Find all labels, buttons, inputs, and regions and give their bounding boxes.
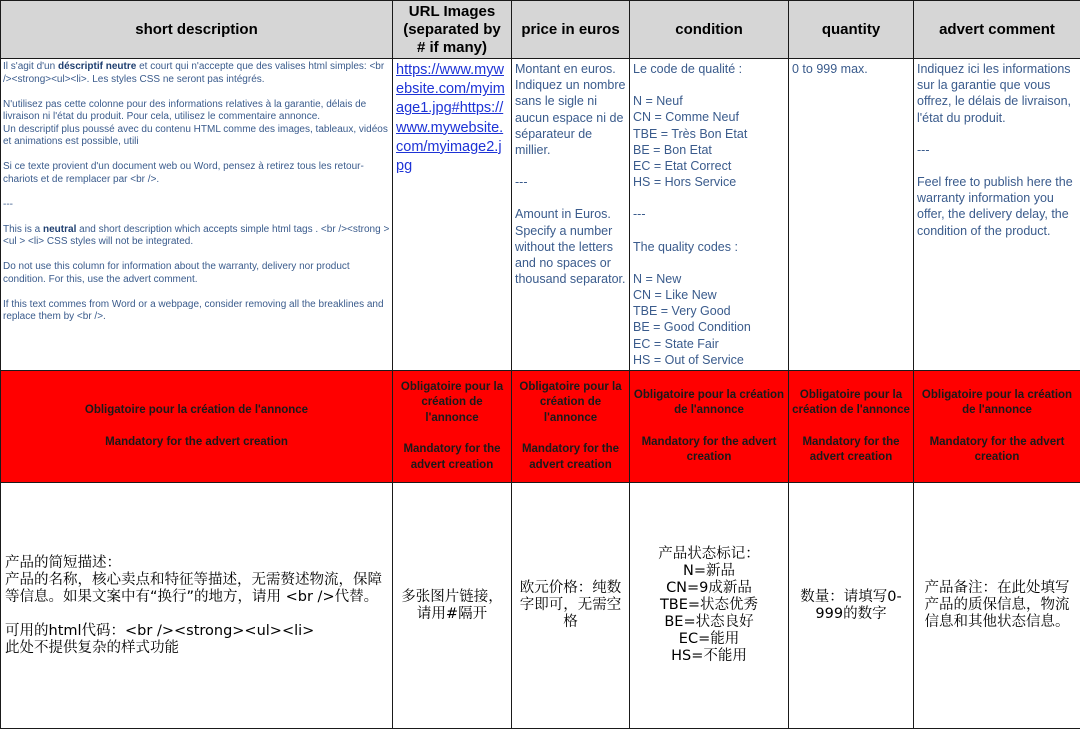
condition-code: BE = Bon Etat [633,142,785,158]
cell-url-images[interactable] [393,59,512,371]
condition-code: HS = Out of Service [633,352,785,368]
header-row [1,1,1080,59]
description-row [1,59,1080,371]
price-en: Amount in Euros. Specify a number without the letters and no spaces or thousand separator. [515,206,626,287]
condition-code: N = Neuf [633,93,785,109]
mandatory-row [1,371,1080,483]
condition-code: EC = State Fair [633,336,785,352]
price-separator: --- [515,174,626,190]
mandatory-cell[interactable]: Obligatoire pour la création de l'annonce Mandatory for the advert creation [1,371,393,483]
desc-fr-2: N'utilisez pas cette colonne pour des informations relatives à la garantie, délais de livraison ni l'état du produit. Pour cela, utilisez le commentaire annonce. [3,99,390,124]
cell-quantity[interactable] [789,59,914,371]
cell-short-description[interactable] [1,59,393,371]
quantity-text: 0 to 999 max. [792,61,910,77]
desc-separator: --- [3,199,390,212]
cell-cn-short-description[interactable]: 产品的简短描述： 产品的名称，核心卖点和特征等描述，无需赘述物流，保障等信息。如果文案中有“换行”的地方，请用 <br />代替。 可用的html代码：<br /><strong><ul><li> 此处不提供复杂的样式功能 [1,483,393,729]
condition-code: EC = Etat Correct [633,158,785,174]
condition-fr-title: Le code de qualité : [633,61,785,77]
condition-code: CN = Comme Neuf [633,109,785,125]
mandatory-cell[interactable]: Obligatoire pour la création de l'annonce Mandatory for the advert creation [512,371,630,483]
desc-fr-4: Si ce texte provient d'un document web ou Word, pensez à retirez tous les retour-chariots et de remplacer par <br />. [3,161,390,186]
header-price[interactable]: price in euros [512,1,630,59]
mandatory-cell[interactable]: Obligatoire pour la création de l'annonce Mandatory for the advert creation [789,371,914,483]
condition-code: HS = Hors Service [633,174,785,190]
mandatory-cell[interactable]: Obligatoire pour la création de l'annonce Mandatory for the advert creation [393,371,512,483]
comment-en: Feel free to publish here the warranty information you offer, the delivery delay, the condition of the product. [917,174,1077,239]
cell-cn-url-images[interactable]: 多张图片链接，请用#隔开 [393,483,512,729]
comment-separator: --- [917,142,1077,158]
mandatory-cell[interactable]: Obligatoire pour la création de l'annonce Mandatory for the advert creation [630,371,789,483]
cell-condition[interactable] [630,59,789,371]
desc-en-3: If this text commes from Word or a webpage, consider removing all the breaklines and replace them by <br />. [3,299,390,324]
cell-cn-advert-comment[interactable]: 产品备注：在此处填写产品的质保信息，物流信息和其他状态信息。 [914,483,1080,729]
comment-fr: Indiquez ici les informations sur la garantie que vous offrez, le délais de livraison, l'état du produit. [917,61,1077,126]
condition-code: TBE = Très Bon Etat [633,126,785,142]
chinese-row [1,483,1080,729]
cell-cn-quantity[interactable]: 数量：请填写0-999的数字 [789,483,914,729]
image-url-link[interactable]: https://www.mywebsite.com/myimage1.jpg#https://www.mywebsite.com/myimage2.jpg [396,62,505,174]
condition-code: N = New [633,271,785,287]
condition-en-title: The quality codes : [633,239,785,255]
price-fr: Montant en euros. Indiquez un nombre sans le sigle ni aucun espace ni de séparateur de millier. [515,61,626,158]
desc-fr-3: Un descriptif plus poussé avec du contenu HTML comme des images, tableaux, vidéos et animations est possible, utili [3,124,390,149]
desc-en-2: Do not use this column for information about the warranty, delivery nor product condition. For this, use the advert comment. [3,261,390,286]
header-short-description[interactable]: short description [1,1,393,59]
header-condition[interactable]: condition [630,1,789,59]
header-url-images[interactable]: URL Images (separated by # if many) [393,1,512,59]
condition-code: CN = Like New [633,287,785,303]
desc-en-1: This is a neutral and short description which accepts simple html tags . <br /><strong > <ul > <li> CSS styles will not be integrated. [3,224,390,249]
condition-code: BE = Good Condition [633,319,785,335]
condition-separator: --- [633,206,785,222]
mandatory-cell[interactable]: Obligatoire pour la création de l'annonce Mandatory for the advert creation [914,371,1080,483]
condition-code: TBE = Very Good [633,303,785,319]
header-quantity[interactable]: quantity [789,1,914,59]
cell-price[interactable] [512,59,630,371]
desc-fr-1: Il s'agit d'un déscriptif neutre et court qui n'accepte que des valises html simples: <br /><strong><ul><li>. Les styles CSS ne seront pas intégrés. [3,61,390,86]
header-advert-comment[interactable]: advert comment [914,1,1080,59]
cell-cn-price[interactable]: 欧元价格：纯数字即可，无需空格 [512,483,630,729]
cell-advert-comment[interactable] [914,59,1080,371]
cell-cn-condition[interactable]: 产品状态标记： N=新品 CN=9成新品 TBE=状态优秀 BE=状态良好 EC=能用 HS=不能用 [630,483,789,729]
